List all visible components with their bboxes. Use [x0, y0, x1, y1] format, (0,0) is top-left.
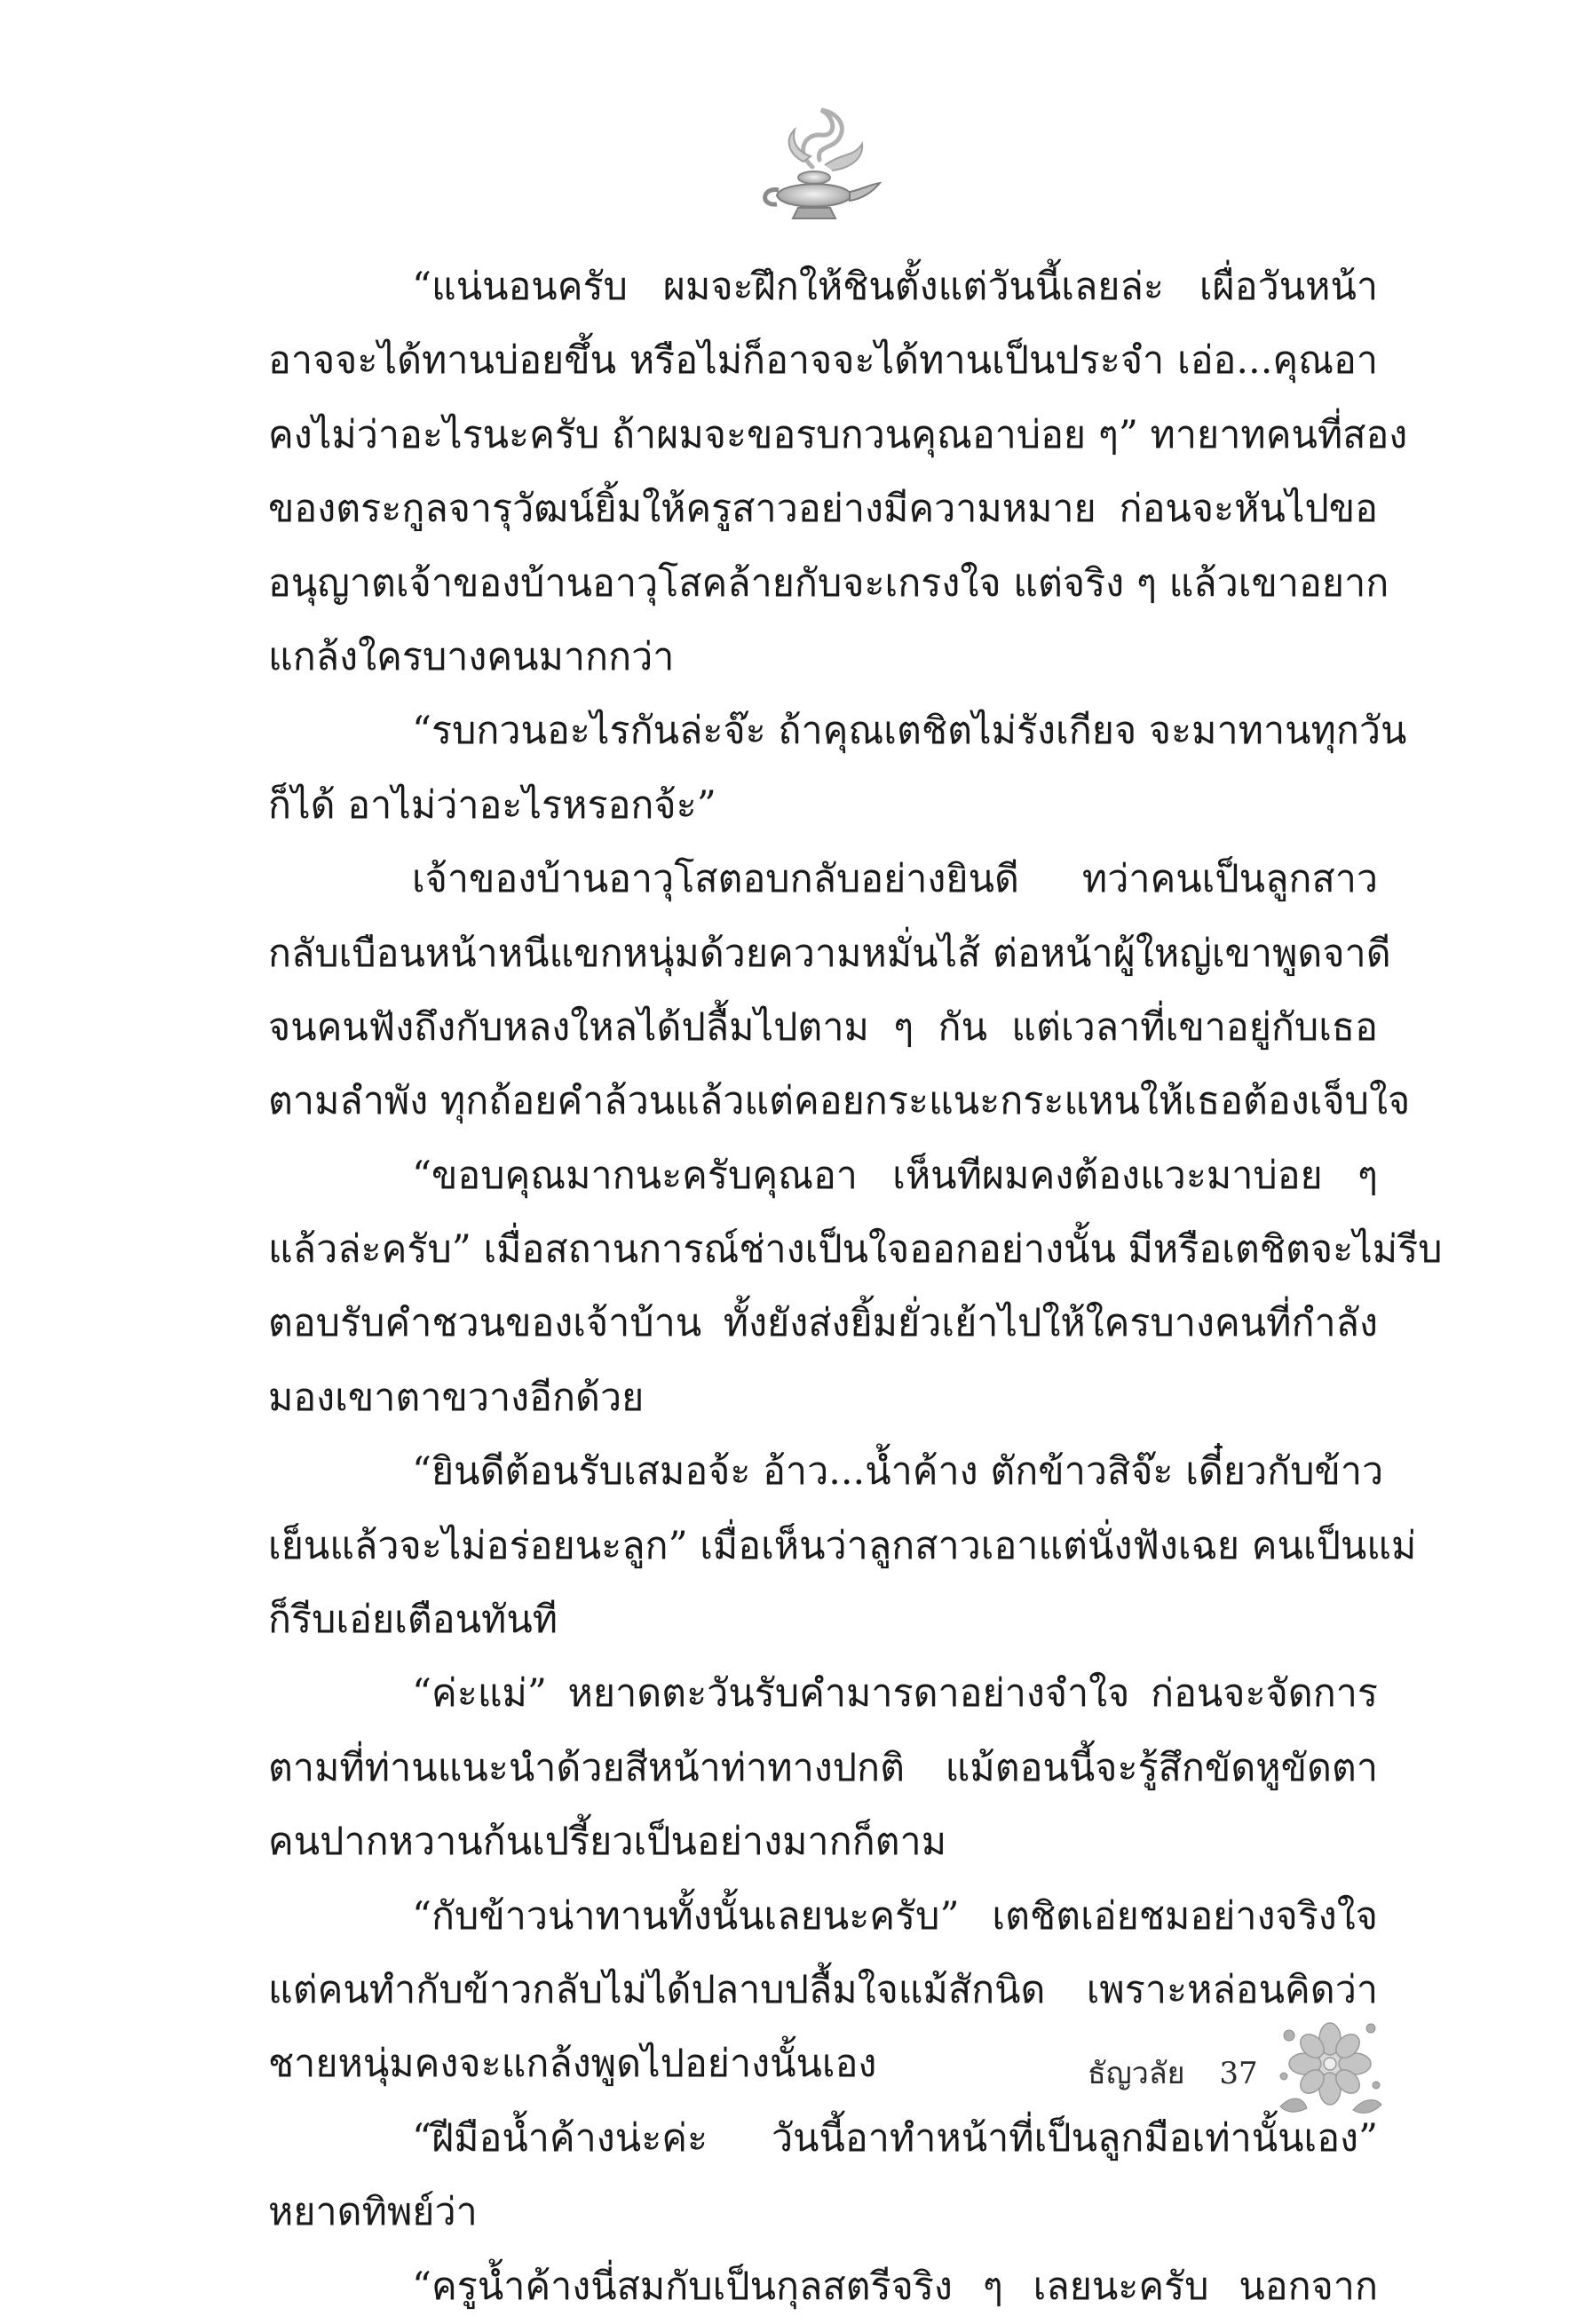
text-line: ก็รีบเอ่ยเตือนทันที: [268, 1598, 558, 1643]
page-footer: [1088, 2047, 1258, 2100]
text-line: อาจจะได้ทานบ่อยขึ้น หรือไม่ก็อาจจะได้ทานเป็นประจำ เอ่อ...คุณอา: [268, 338, 1378, 384]
text-line: “แน่นอนครับ ผมจะฝึกให้ชินตั้งแต่วันนี้เลยล่ะ เผื่อวันหน้า: [412, 265, 1378, 309]
text-line: “กับข้าวน่าทานทั้งนั้นเลยนะครับ” เตชิตเอ่ยชมอย่างจริงใจ: [412, 1893, 1378, 1939]
text-line: ก็ได้ อาไม่ว่าอะไรหรอกจ้ะ”: [268, 782, 716, 828]
text-line: อนุญาตเจ้าของบ้านอาวุโสคล้ายกับจะเกรงใจ แต่จริง ๆ แล้วเขาอยาก: [268, 560, 1389, 606]
flower-ornament-icon: [1271, 2009, 1389, 2124]
text-line: แล้วล่ะครับ” เมื่อสถานการณ์ช่างเป็นใจออกอย่างนั้น มีหรือเตชิตจะไม่รีบ: [268, 1227, 1443, 1273]
lamp-ornament-icon: [750, 98, 883, 235]
text-line: หยาดทิพย์ว่า: [268, 2190, 478, 2235]
text-line: “ขอบคุณมากนะครับคุณอา เห็นทีผมคงต้องแวะมาบ่อย ๆ: [412, 1153, 1378, 1198]
text-line: คนปากหวานก้นเปรี้ยวเป็นอย่างมากก็ตาม: [268, 1820, 947, 1865]
text-line: กลับเบือนหน้าหนีแขกหนุ่มด้วยความหมั่นไส้ ต่อหน้าผู้ใหญ่เขาพูดจาดี: [268, 931, 1391, 976]
text-line: จนคนฟังถึงกับหลงใหลได้ปลื้มไปตาม ๆ กัน แต่เวลาที่เขาอยู่กับเธอ: [268, 1004, 1378, 1050]
story-text: [268, 250, 1443, 2324]
author-name: ธัญวลัย: [1088, 2056, 1185, 2091]
text-line: “ยินดีต้อนรับเสมอจ้ะ อ้าว...น้ำค้าง ตักข้าวสิจ๊ะ เดี๋ยวกับข้าว: [412, 1449, 1384, 1495]
text-line: แต่คนทำกับข้าวกลับไม่ได้ปลาบปลื้มใจแม้สักนิด เพราะหล่อนคิดว่า: [268, 1967, 1378, 2012]
text-line: คงไม่ว่าอะไรนะครับ ถ้าผมจะขอรบกวนคุณอาบ่อย ๆ” ทายาทคนที่สอง: [268, 412, 1408, 457]
text-line: “ค่ะแม่” หยาดตะวันรับคำมารดาอย่างจำใจ ก่อนจะจัดการ: [412, 1671, 1378, 1717]
text-line: แกล้งใครบางคนมากกว่า: [268, 634, 675, 679]
text-line: ตามที่ท่านแนะนำด้วยสีหน้าท่าทางปกติ แม้ตอนนี้จะรู้สึกขัดหูขัดตา: [268, 1745, 1378, 1790]
text-line: ตามลำพัง ทุกถ้อยคำล้วนแล้วแต่คอยกระแนะกระแหนให้เธอต้องเจ็บใจ: [268, 1079, 1411, 1124]
text-line: “ฝีมือน้ำค้างน่ะค่ะ วันนี้อาทำหน้าที่เป็นลูกมือเท่านั้นเอง”: [412, 2115, 1378, 2161]
text-line: มองเขาตาขวางอีกด้วย: [268, 1375, 645, 1420]
page-number: 37: [1219, 2056, 1258, 2091]
text-line: “รบกวนอะไรกันล่ะจ๊ะ ถ้าคุณเตชิตไม่รังเกียจ จะมาทานทุกวัน: [412, 709, 1407, 754]
text-line: ชายหนุ่มคงจะแกล้งพูดไปอย่างนั้นเอง: [268, 2042, 877, 2087]
text-line: ตอบรับคำชวนของเจ้าบ้าน ทั้งยังส่งยิ้มยั่วเย้าไปให้ใครบางคนที่กำลัง: [268, 1301, 1378, 1346]
text-line: เจ้าของบ้านอาวุโสตอบกลับอย่างยินดี ทว่าคนเป็นลูกสาว: [412, 857, 1378, 902]
text-line: “ครูน้ำค้างนี่สมกับเป็นกุลสตรีจริง ๆ เลยนะครับ นอกจาก: [412, 2264, 1378, 2309]
text-line: ของตระกูลจารุวัฒน์ยิ้มให้ครูสาวอย่างมีความหมาย ก่อนจะหันไปขอ: [268, 487, 1378, 532]
text-line: เย็นแล้วจะไม่อร่อยนะลูก” เมื่อเห็นว่าลูกสาวเอาแต่นั่งฟังเฉย คนเป็นแม่: [268, 1523, 1417, 1568]
